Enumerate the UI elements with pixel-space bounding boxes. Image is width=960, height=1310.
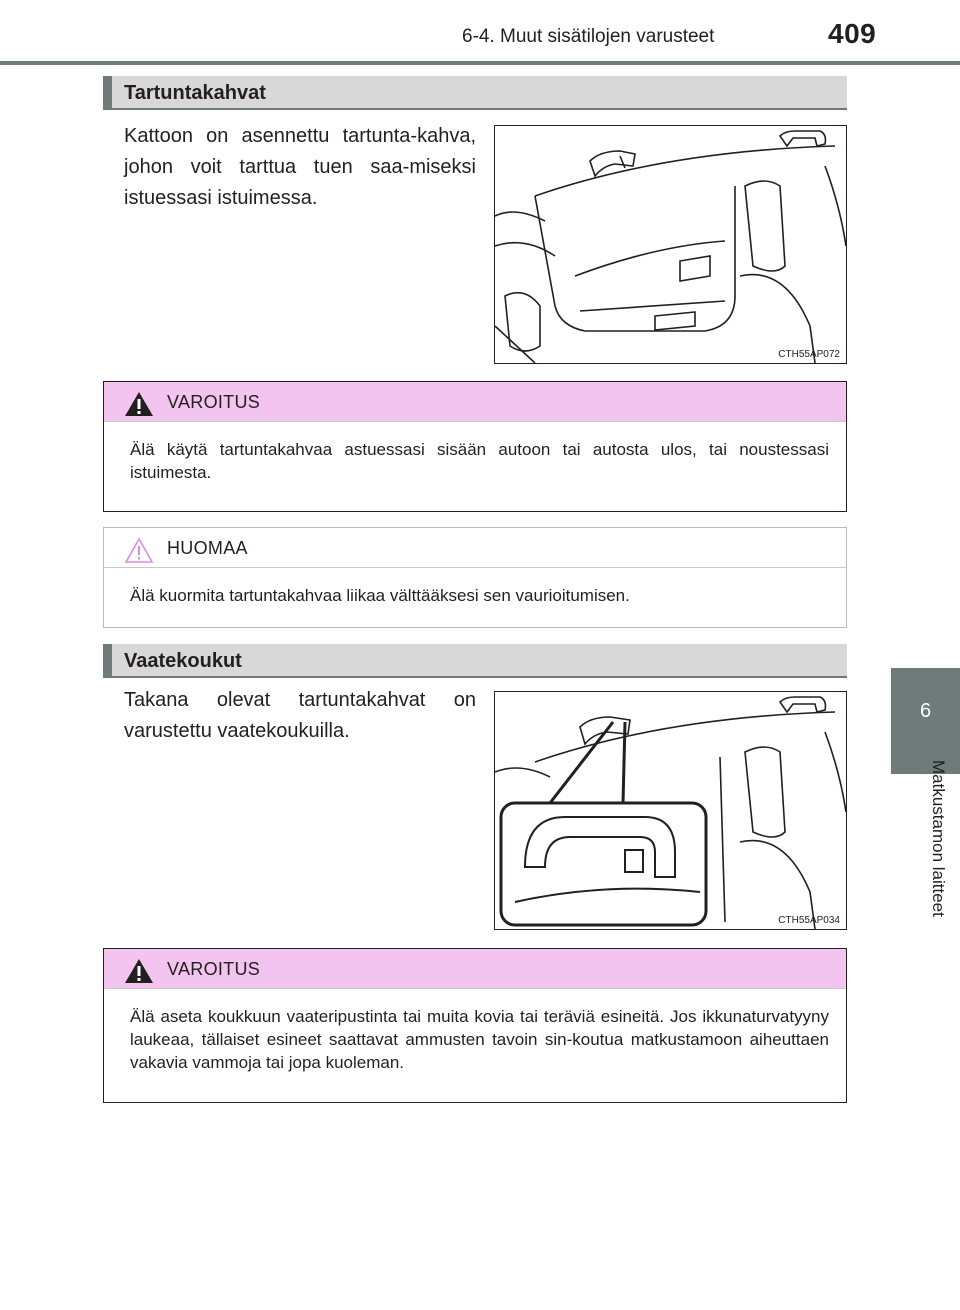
assist-grip-illustration — [494, 125, 847, 364]
figure-code: CTH55AP034 — [778, 915, 840, 926]
car-interior-drawing — [495, 126, 846, 363]
header-rule — [0, 61, 960, 65]
section-heading-text: Vaatekoukut — [124, 650, 242, 672]
warning-header — [104, 382, 846, 422]
page-number: 409 — [828, 18, 877, 49]
warning-text: Älä aseta koukkuun vaateripustinta tai muita kovia tai teräviä esineitä. Jos ikkunaturvatyyny laukeaa, tällaiset esineet saattavat ammusten tavoin sin-koutua matkustamoon aiheuttaen vakavia vammoja tai jopa kuoleman. — [130, 1007, 829, 1072]
warning-text: Älä käytä tartuntakahvaa astuessasi sisään autoon tai autosta ulos, tai noustessasi istuimesta. — [130, 440, 829, 482]
chapter-number: 6 — [919, 700, 932, 722]
warning-header — [104, 949, 846, 989]
warning-title: VAROITUS — [167, 959, 261, 979]
section1-paragraph: Kattoon on asennettu tartunta-kahva, johon voit tarttua tuen saa-miseksi istuessasi istuimessa. — [124, 125, 476, 209]
caution-box — [103, 527, 847, 628]
warning-title: VAROITUS — [167, 392, 261, 412]
section-heading-text: Tartuntakahvat — [124, 82, 266, 104]
warning-triangle-icon — [124, 391, 154, 417]
running-header-title: 6-4. Muut sisätilojen varusteet — [462, 26, 715, 47]
chapter-tab — [891, 668, 960, 774]
caution-triangle-icon — [124, 537, 154, 563]
section-heading-tartuntakahvat — [103, 76, 847, 110]
warning-box-2 — [103, 948, 847, 1103]
warning-box-1 — [103, 381, 847, 512]
coat-hook-illustration — [494, 691, 847, 930]
car-interior-zoom-drawing — [495, 692, 846, 929]
caution-text: Älä kuormita tartuntakahvaa liikaa välttääksesi sen vaurioitumisen. — [130, 586, 630, 605]
chapter-title: Matkustamon laitteet — [929, 760, 948, 917]
section2-paragraph: Takana olevat tartuntakahvat on varustettu vaatekoukuilla. — [124, 689, 476, 742]
caution-title: HUOMAA — [167, 538, 248, 558]
figure-code: CTH55AP072 — [778, 349, 840, 360]
chapter-title-vertical — [908, 760, 948, 950]
warning-triangle-icon — [124, 958, 154, 984]
caution-header — [104, 528, 846, 568]
section-heading-vaatekoukut — [103, 644, 847, 678]
